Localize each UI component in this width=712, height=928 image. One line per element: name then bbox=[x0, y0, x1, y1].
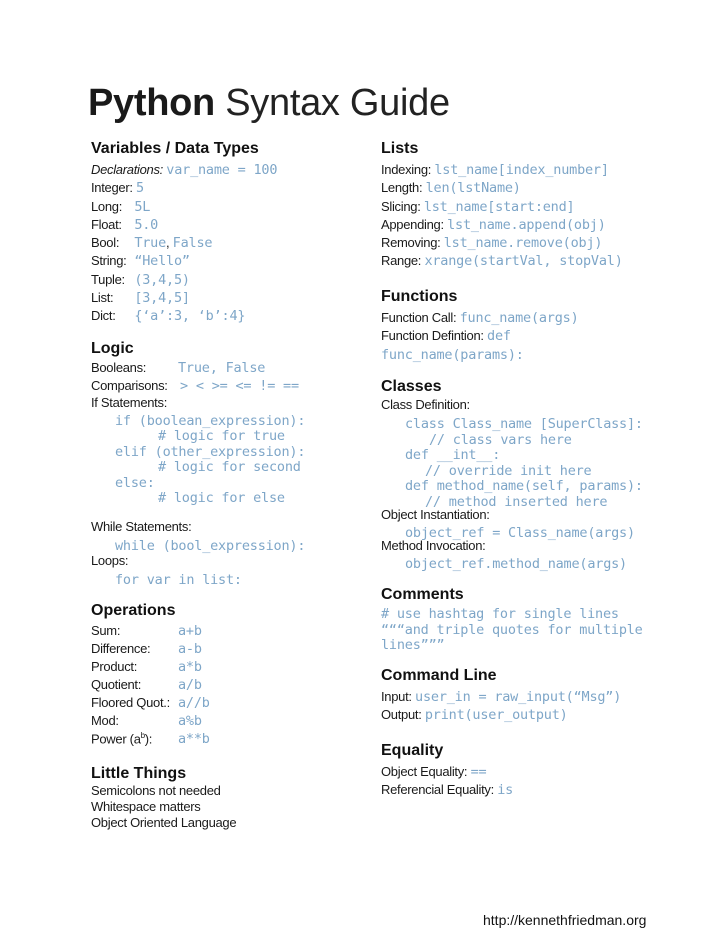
section-logic bbox=[91, 338, 361, 598]
var-row-list bbox=[91, 289, 361, 307]
little-thing-item: Object Oriented Language bbox=[91, 815, 237, 830]
var-row-long bbox=[91, 198, 361, 216]
class-def-line: class Class_name [SuperClass]: bbox=[405, 416, 643, 432]
section-comments bbox=[381, 584, 681, 654]
list-row bbox=[381, 198, 681, 216]
class-inst-code: object_ref = Class_name(args) bbox=[405, 525, 635, 541]
var-code: 5L bbox=[134, 198, 151, 215]
op-label: Difference: bbox=[91, 641, 151, 656]
op-power-sup: b bbox=[140, 731, 145, 740]
equality-object-label: Object Equality: bbox=[381, 764, 468, 779]
list-label: Removing: bbox=[381, 235, 441, 251]
var-label: Tuple: bbox=[91, 271, 125, 287]
logic-loops-code: for var in list: bbox=[115, 572, 242, 588]
logic-comparisons-code: > < >= <= != == bbox=[180, 378, 299, 394]
class-invoke-code: object_ref.method_name(args) bbox=[405, 556, 627, 572]
list-row bbox=[381, 179, 681, 197]
var-label: Bool: bbox=[91, 235, 120, 251]
function-def-label: Function Defintion: bbox=[381, 328, 484, 344]
list-row bbox=[381, 234, 681, 252]
function-def-code: def bbox=[487, 328, 511, 345]
function-def-code-2: func_name(params): bbox=[381, 346, 524, 363]
var-code: 5.0 bbox=[134, 216, 159, 233]
equality-object-code: == bbox=[470, 764, 487, 780]
logic-if-label: If Statements: bbox=[91, 395, 168, 410]
op-code: a+b bbox=[178, 623, 202, 639]
section-classes bbox=[381, 376, 681, 576]
command-input-row bbox=[381, 688, 681, 706]
section-little-things bbox=[91, 763, 361, 833]
logic-loops-label: Loops: bbox=[91, 553, 129, 568]
class-def-line: def __int__: bbox=[405, 447, 501, 463]
command-output-label: Output: bbox=[381, 707, 422, 723]
logic-if-line: # logic for true bbox=[158, 428, 285, 444]
section-variables bbox=[91, 138, 361, 326]
command-line-heading: Command Line bbox=[381, 667, 497, 684]
var-row-string bbox=[91, 252, 361, 270]
section-equality bbox=[381, 740, 681, 800]
var-label: List: bbox=[91, 290, 114, 306]
classes-heading: Classes bbox=[381, 378, 442, 395]
op-label: Mod: bbox=[91, 713, 119, 728]
list-label: Indexing: bbox=[381, 162, 432, 177]
op-code: a**b bbox=[178, 731, 210, 747]
command-output-row bbox=[381, 706, 681, 724]
var-code: [3,4,5] bbox=[134, 290, 190, 307]
function-def-row bbox=[381, 327, 681, 345]
section-command-line bbox=[381, 665, 681, 725]
lists-heading: Lists bbox=[381, 140, 419, 157]
variables-heading: Variables / Data Types bbox=[91, 140, 259, 157]
op-label: Product: bbox=[91, 659, 138, 674]
list-label: Appending: bbox=[381, 216, 444, 232]
page-title bbox=[88, 78, 450, 128]
list-label: Slicing: bbox=[381, 198, 421, 214]
list-label: Range: bbox=[381, 253, 422, 269]
logic-booleans-code: True, False bbox=[178, 360, 266, 376]
function-call-code: func_name(args) bbox=[459, 310, 579, 326]
functions-heading: Functions bbox=[381, 288, 458, 305]
op-power-text: Power (a bbox=[91, 731, 141, 747]
command-input-code: user_in = raw_input(“Msg”) bbox=[415, 689, 622, 705]
section-lists bbox=[381, 138, 681, 273]
section-operations bbox=[91, 600, 361, 760]
var-code: False bbox=[172, 235, 213, 252]
list-code: xrange(startVal, stopVal) bbox=[424, 253, 623, 270]
var-code: (3,4,5) bbox=[134, 271, 190, 288]
logic-if-line: else: bbox=[115, 475, 155, 491]
var-label: Long: bbox=[91, 198, 123, 214]
title-syntax-guide: Syntax Guide bbox=[225, 82, 450, 124]
class-def-line: // method inserted here bbox=[425, 494, 608, 510]
function-call-row bbox=[381, 309, 681, 327]
op-label: Floored Quot.: bbox=[91, 695, 170, 710]
comment-line: # use hashtag for single lines bbox=[381, 606, 619, 622]
list-row bbox=[381, 216, 681, 234]
list-code: lst_name[start:end] bbox=[423, 198, 575, 215]
list-label: Length: bbox=[381, 180, 423, 196]
var-row-float bbox=[91, 216, 361, 234]
equality-ref-row bbox=[381, 781, 681, 799]
little-thing-item: Whitespace matters bbox=[91, 799, 201, 814]
logic-booleans-label: Booleans: bbox=[91, 360, 147, 375]
op-label: Sum: bbox=[91, 623, 121, 638]
command-output-code: print(user_output) bbox=[424, 707, 568, 724]
section-functions bbox=[381, 286, 681, 366]
class-def-line: // override init here bbox=[425, 463, 592, 479]
comment-line: lines””” bbox=[381, 637, 445, 653]
var-code: “Hello” bbox=[134, 253, 190, 270]
op-code: a-b bbox=[178, 641, 202, 657]
title-python: Python bbox=[88, 82, 215, 124]
comment-line: “““and triple quotes for multiple bbox=[381, 622, 643, 638]
list-code: lst_name.append(obj) bbox=[447, 216, 606, 233]
class-def-line: // class vars here bbox=[429, 432, 572, 448]
op-code: a/b bbox=[178, 677, 202, 693]
list-row bbox=[381, 252, 681, 270]
command-input-label: Input: bbox=[381, 689, 412, 704]
equality-heading: Equality bbox=[381, 742, 444, 759]
op-label: Quotient: bbox=[91, 677, 142, 692]
var-label: String: bbox=[91, 253, 127, 269]
logic-while-label: While Statements: bbox=[91, 519, 192, 534]
var-row-dict bbox=[91, 307, 361, 325]
class-def-line: def method_name(self, params): bbox=[405, 478, 643, 494]
list-code: lst_name[index_number] bbox=[434, 162, 609, 178]
list-row bbox=[381, 161, 681, 179]
logic-if-line: # logic for second bbox=[158, 459, 301, 475]
var-label: Dict: bbox=[91, 308, 116, 324]
var-label: Float: bbox=[91, 216, 122, 232]
var-sep: , bbox=[166, 235, 173, 251]
var-code: 5 bbox=[136, 180, 144, 197]
logic-if-line: elif (other_expression): bbox=[115, 444, 306, 460]
var-code: {‘a’:3, ‘b’:4} bbox=[134, 308, 246, 325]
op-code: a//b bbox=[178, 695, 210, 711]
var-label: Integer: bbox=[91, 180, 133, 196]
var-row-tuple bbox=[91, 271, 361, 289]
op-code: a%b bbox=[178, 713, 202, 729]
footer-url[interactable]: http://kennethfriedman.org bbox=[483, 912, 647, 928]
class-invoke-label: Method Invocation: bbox=[381, 538, 486, 553]
logic-if-line: # logic for else bbox=[158, 490, 285, 506]
little-things-heading: Little Things bbox=[91, 765, 187, 782]
logic-while-code: while (bool_expression): bbox=[115, 538, 306, 554]
function-call-label: Function Call: bbox=[381, 310, 457, 325]
operations-heading: Operations bbox=[91, 602, 176, 619]
op-power-end: ): bbox=[144, 731, 153, 747]
var-row-bool bbox=[91, 234, 361, 252]
op-label-power bbox=[91, 731, 152, 746]
var-row-integer bbox=[91, 179, 361, 197]
var-row-declarations bbox=[91, 161, 361, 179]
var-label: Declarations: bbox=[91, 162, 163, 177]
class-def-label: Class Definition: bbox=[381, 397, 470, 412]
var-code: True bbox=[134, 235, 167, 252]
logic-comparisons-label: Comparisons: bbox=[91, 378, 168, 393]
list-code: len(lstName) bbox=[425, 180, 521, 197]
equality-ref-code: is bbox=[497, 782, 514, 799]
var-code: var_name = 100 bbox=[166, 162, 278, 178]
op-code: a*b bbox=[178, 659, 202, 675]
equality-object-row bbox=[381, 763, 681, 781]
comments-heading: Comments bbox=[381, 586, 464, 603]
function-def-row-2 bbox=[381, 346, 681, 364]
list-code: lst_name.remove(obj) bbox=[443, 235, 603, 252]
logic-if-line: if (boolean_expression): bbox=[115, 413, 306, 429]
equality-ref-label: Referencial Equality: bbox=[381, 782, 494, 798]
little-thing-item: Semicolons not needed bbox=[91, 783, 221, 798]
class-inst-label: Object Instantiation: bbox=[381, 507, 490, 522]
logic-heading: Logic bbox=[91, 340, 134, 357]
